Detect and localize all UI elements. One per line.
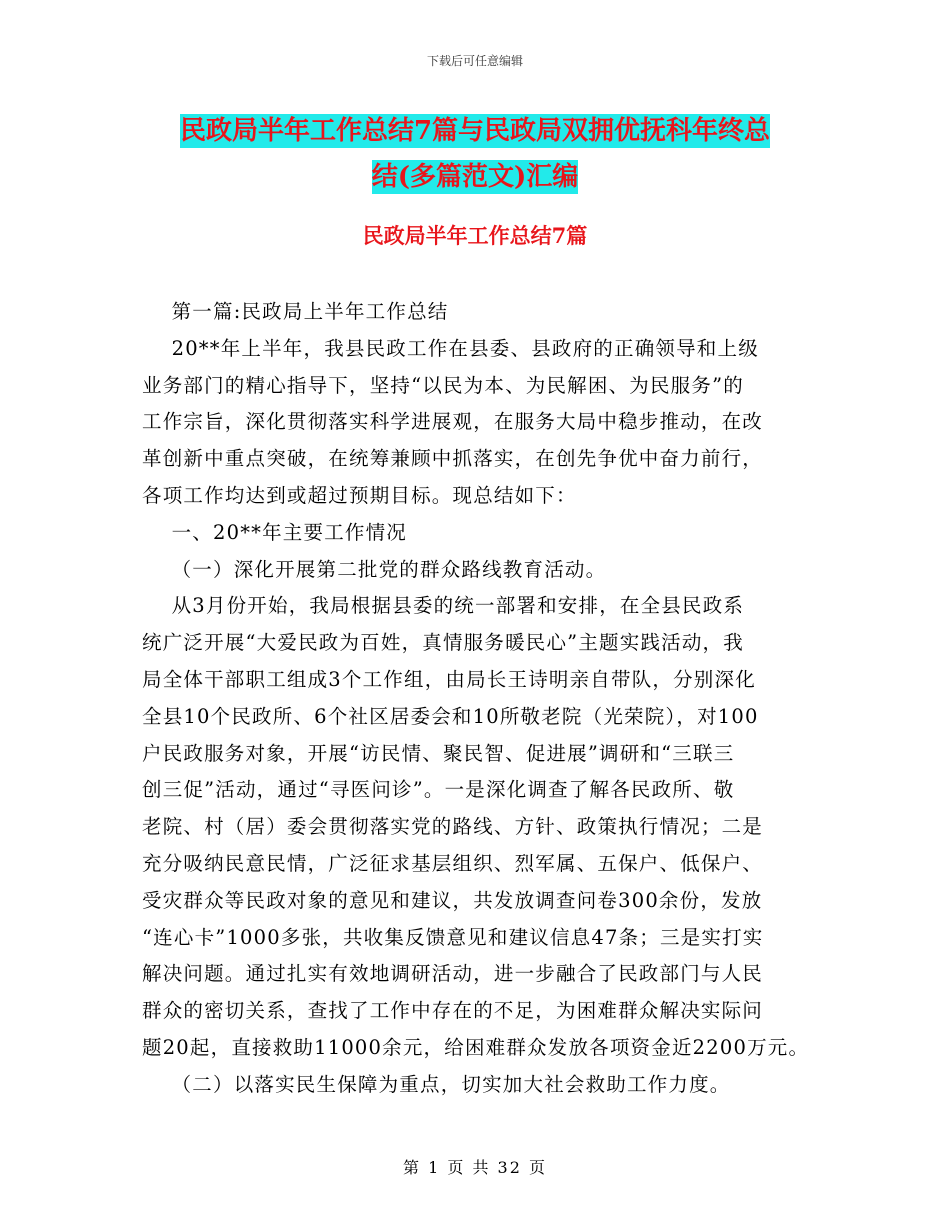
body-line: 统广泛开展“大爱民政为百姓，真情服务暖民心”主题实践活动，我 — [142, 631, 744, 655]
body-line: 第一篇:民政局上半年工作总结 — [142, 300, 449, 323]
section-title: 民政局半年工作总结7篇 — [362, 223, 588, 248]
body-line: 题20起，直接救助11000余元，给困难群众发放各项资金近2200万元。 — [142, 1035, 810, 1059]
body-line: 20**年上半年，我县民政工作在县委、县政府的正确领导和上级 — [142, 336, 759, 360]
body-line: 一、20**年主要工作情况 — [142, 520, 408, 544]
body-line: （二）以落实民生保障为重点，切实加大社会救助工作力度。 — [142, 1072, 731, 1096]
body-line: 创三促”活动，通过“寻医问诊”。一是深化调查了解各民政所、敬 — [142, 778, 735, 802]
body-line: 革创新中重点突破，在统筹兼顾中抓落实，在创先争优中奋力前行， — [142, 447, 764, 471]
header-note: 下载后可任意编辑 — [426, 54, 523, 68]
main-title-line-2: 结(多篇范文)汇编 — [371, 162, 579, 192]
body-text — [142, 294, 822, 1104]
body-line: 全县10个民政所、6个社区居委会和10所敬老院（光荣院），对100 — [142, 704, 759, 728]
body-line: 工作宗旨，深化贯彻落实科学进展观，在服务大局中稳步推动，在改 — [142, 410, 764, 434]
body-line: 受灾群众等民政对象的意见和建议，共发放调查问卷300余份，发放 — [142, 888, 763, 912]
body-line: 群众的密切关系，查找了工作中存在的不足，为困难群众解决实际问 — [142, 999, 764, 1023]
body-line: 各项工作均达到或超过预期目标。现总结如下： — [142, 483, 577, 507]
body-line: （一）深化开展第二批党的群众路线教育活动。 — [142, 557, 607, 581]
body-line: 解决问题。通过扎实有效地调研活动，进一步融合了民政部门与人民 — [142, 962, 764, 986]
body-line: 充分吸纳民意民情，广泛征求基层组织、烈军属、五保户、低保户、 — [142, 851, 764, 875]
body-line: 业务部门的精心指导下，坚持“以民为本、为民解困、为民服务”的 — [142, 373, 744, 397]
body-line: 局全体干部职工组成3个工作组，由局长王诗明亲自带队，分别深化 — [142, 667, 756, 691]
main-title-line-1: 民政局半年工作总结7篇与民政局双拥优抚科年终总 — [179, 116, 771, 146]
body-line: 老院、村（居）委会贯彻落实党的路线、方针、政策执行情况；二是 — [142, 815, 764, 839]
body-line: “连心卡”1000多张，共收集反馈意见和建议信息47条；三是实打实 — [142, 925, 764, 949]
page-footer: 第 1 页 共 32 页 — [403, 1158, 547, 1177]
body-line: 户民政服务对象，开展“访民情、聚民智、促进展”调研和“三联三 — [142, 741, 735, 765]
body-line: 从3月份开始，我局根据县委的统一部署和安排，在全县民政系 — [142, 594, 745, 618]
main-title — [140, 108, 810, 200]
